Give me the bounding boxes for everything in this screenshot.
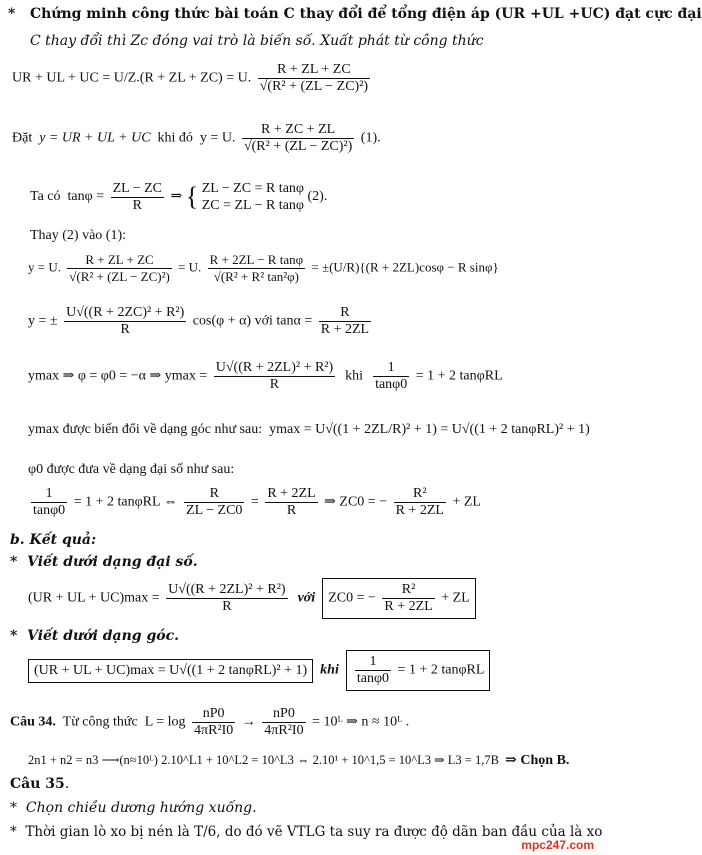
equation-4: y = U. $\frac{R + ZL + ZC}{\text{√(R² + (ZL − ZC)²)}}$ = U. $\frac{\text{R + 2ZL − R tanφ}}{\text{√(R² + R² tan²φ)}}$ = ±(U/R){(R + 2ZL)cosφ − R sinφ} (28, 252, 499, 284)
equation-9: $\frac{1}{\tan\varphi 0}$ = 1 + 2 tanφRL ⇔ $\frac{R}{ZL - ZC0}$ = $\frac{R + 2ZL}{R}$ ⇒ ZC0 = − $\frac{\text{R²}}{R + 2ZL}$ + ZL (33, 486, 481, 518)
angular-result-box: (UR + UL + UC)max = U√((1 + 2 tanφRL)² + 1) (28, 659, 313, 683)
fraction: $\frac{R + ZL + ZC}{\text{√(R² + (ZL − ZC)²)}}$ (259, 62, 369, 94)
angular-heading: * Viết dưới dạng góc. (10, 628, 179, 644)
question-34: Câu 34. Từ công thức L = log $\frac{nP0}{\text{4πR²I0}}$ → $\frac{nP0}{\text{4πR²I0}}$ = 10ᴸ ⇒ n ≈ 10ᴸ . (10, 706, 410, 738)
equation-2: Đặt y = UR + UL + UC khi đó y = U. $\frac{R + ZC + ZL}{\text{√(R² + (ZL − ZC)²)}}$ (1). (12, 122, 381, 154)
equation-8-text: φ0 được đưa về dạng đại số như sau: (28, 462, 235, 477)
intro-text: C thay đổi thì Zc đóng vai trò là biến số. Xuất phát từ công thức (30, 33, 484, 49)
question-34-solution: 2n1 + n2 = n3 ⟶(n≈10ᴸ) 2.10^L1 + 10^L2 = 10^L3 ⇔ 2.10¹ + 10^1,5 = 10^L3 ⇒ L3 = 1,7B ⇒ Chọn B. (28, 753, 570, 768)
equation-3: Ta có tanφ = $\frac{ZL - ZC}{R}$ ⇒ { ZL − ZC = R tanφ ZC = ZL − R tanφ (2). (30, 180, 328, 213)
equation-7: ymax được biến đổi về dạng góc như sau: ymax = U√((1 + 2ZL/R)² + 1) = U√((1 + 2 tanφRL)² + 1) (28, 422, 590, 437)
equation-1: UR + UL + UC = U/Z.(R + ZL + ZC) = U. $\frac{R + ZL + ZC}{\text{√(R² + (ZL − ZC)²)}}$ (12, 62, 369, 94)
fraction: $\frac{ZL - ZC}{R}$ (112, 180, 162, 213)
watermark: mpc247.com (521, 838, 594, 852)
result-heading: b. Kết quả: (10, 532, 97, 548)
bullet: * (8, 6, 16, 22)
question-35-item-2: * Thời gian lò xo bị nén là T/6, do đó vẽ VTLG ta suy ra được độ dãn ban đầu của là xo (10, 824, 603, 840)
algebraic-heading: * Viết dưới dạng đại số. (10, 554, 198, 570)
page-title: Chứng minh công thức bài toán C thay đổi để tổng điện áp (UR +UL +UC) đạt cực đại (29, 6, 702, 22)
equation-6: ymax ⇒ φ = φ0 = −α ⇒ ymax = $\frac{\text{U√((R + 2ZL)² + R²)}}{R}$ khi $\frac{1}{\tan\varphi 0}$ = 1 + 2 tanφRL (28, 360, 503, 392)
algebraic-result: (UR + UL + UC)max = $\frac{\text{U√((R + 2ZL)² + R²)}}{R}$ với ZC0 = − $\frac{\text{R²}}{R + 2ZL}$ + ZL (28, 578, 476, 619)
substitute-intro: Thay (2) vào (1): (30, 228, 127, 243)
algebraic-result-box: ZC0 = − $\frac{\text{R²}}{R + 2ZL}$ + ZL (322, 578, 476, 619)
system: ZL − ZC = R tanφ ZC = ZL − R tanφ (201, 181, 304, 213)
title-line (8, 6, 702, 22)
angular-condition-box: $\frac{1}{\tan\varphi 0}$ = 1 + 2 tanφRL (346, 650, 491, 691)
question-35-label: Câu 35. (10, 776, 70, 792)
fraction: $\frac{R + ZC + ZL}{\text{√(R² + (ZL − ZC)²)}}$ (243, 122, 353, 154)
equation-5: y = ± $\frac{\text{U√((R + 2ZC)² + R²)}}{R}$ cos(φ + α) với tanα = $\frac{R}{R + 2ZL}$ (28, 305, 370, 337)
brace-icon: { (185, 182, 199, 211)
angular-result: (UR + UL + UC)max = U√((1 + 2 tanφRL)² + 1) khi $\frac{1}{\tan\varphi 0}$ = 1 + 2 tanφRL (28, 650, 490, 691)
question-35-item-1: * Chọn chiều dương hướng xuống. (10, 800, 257, 816)
